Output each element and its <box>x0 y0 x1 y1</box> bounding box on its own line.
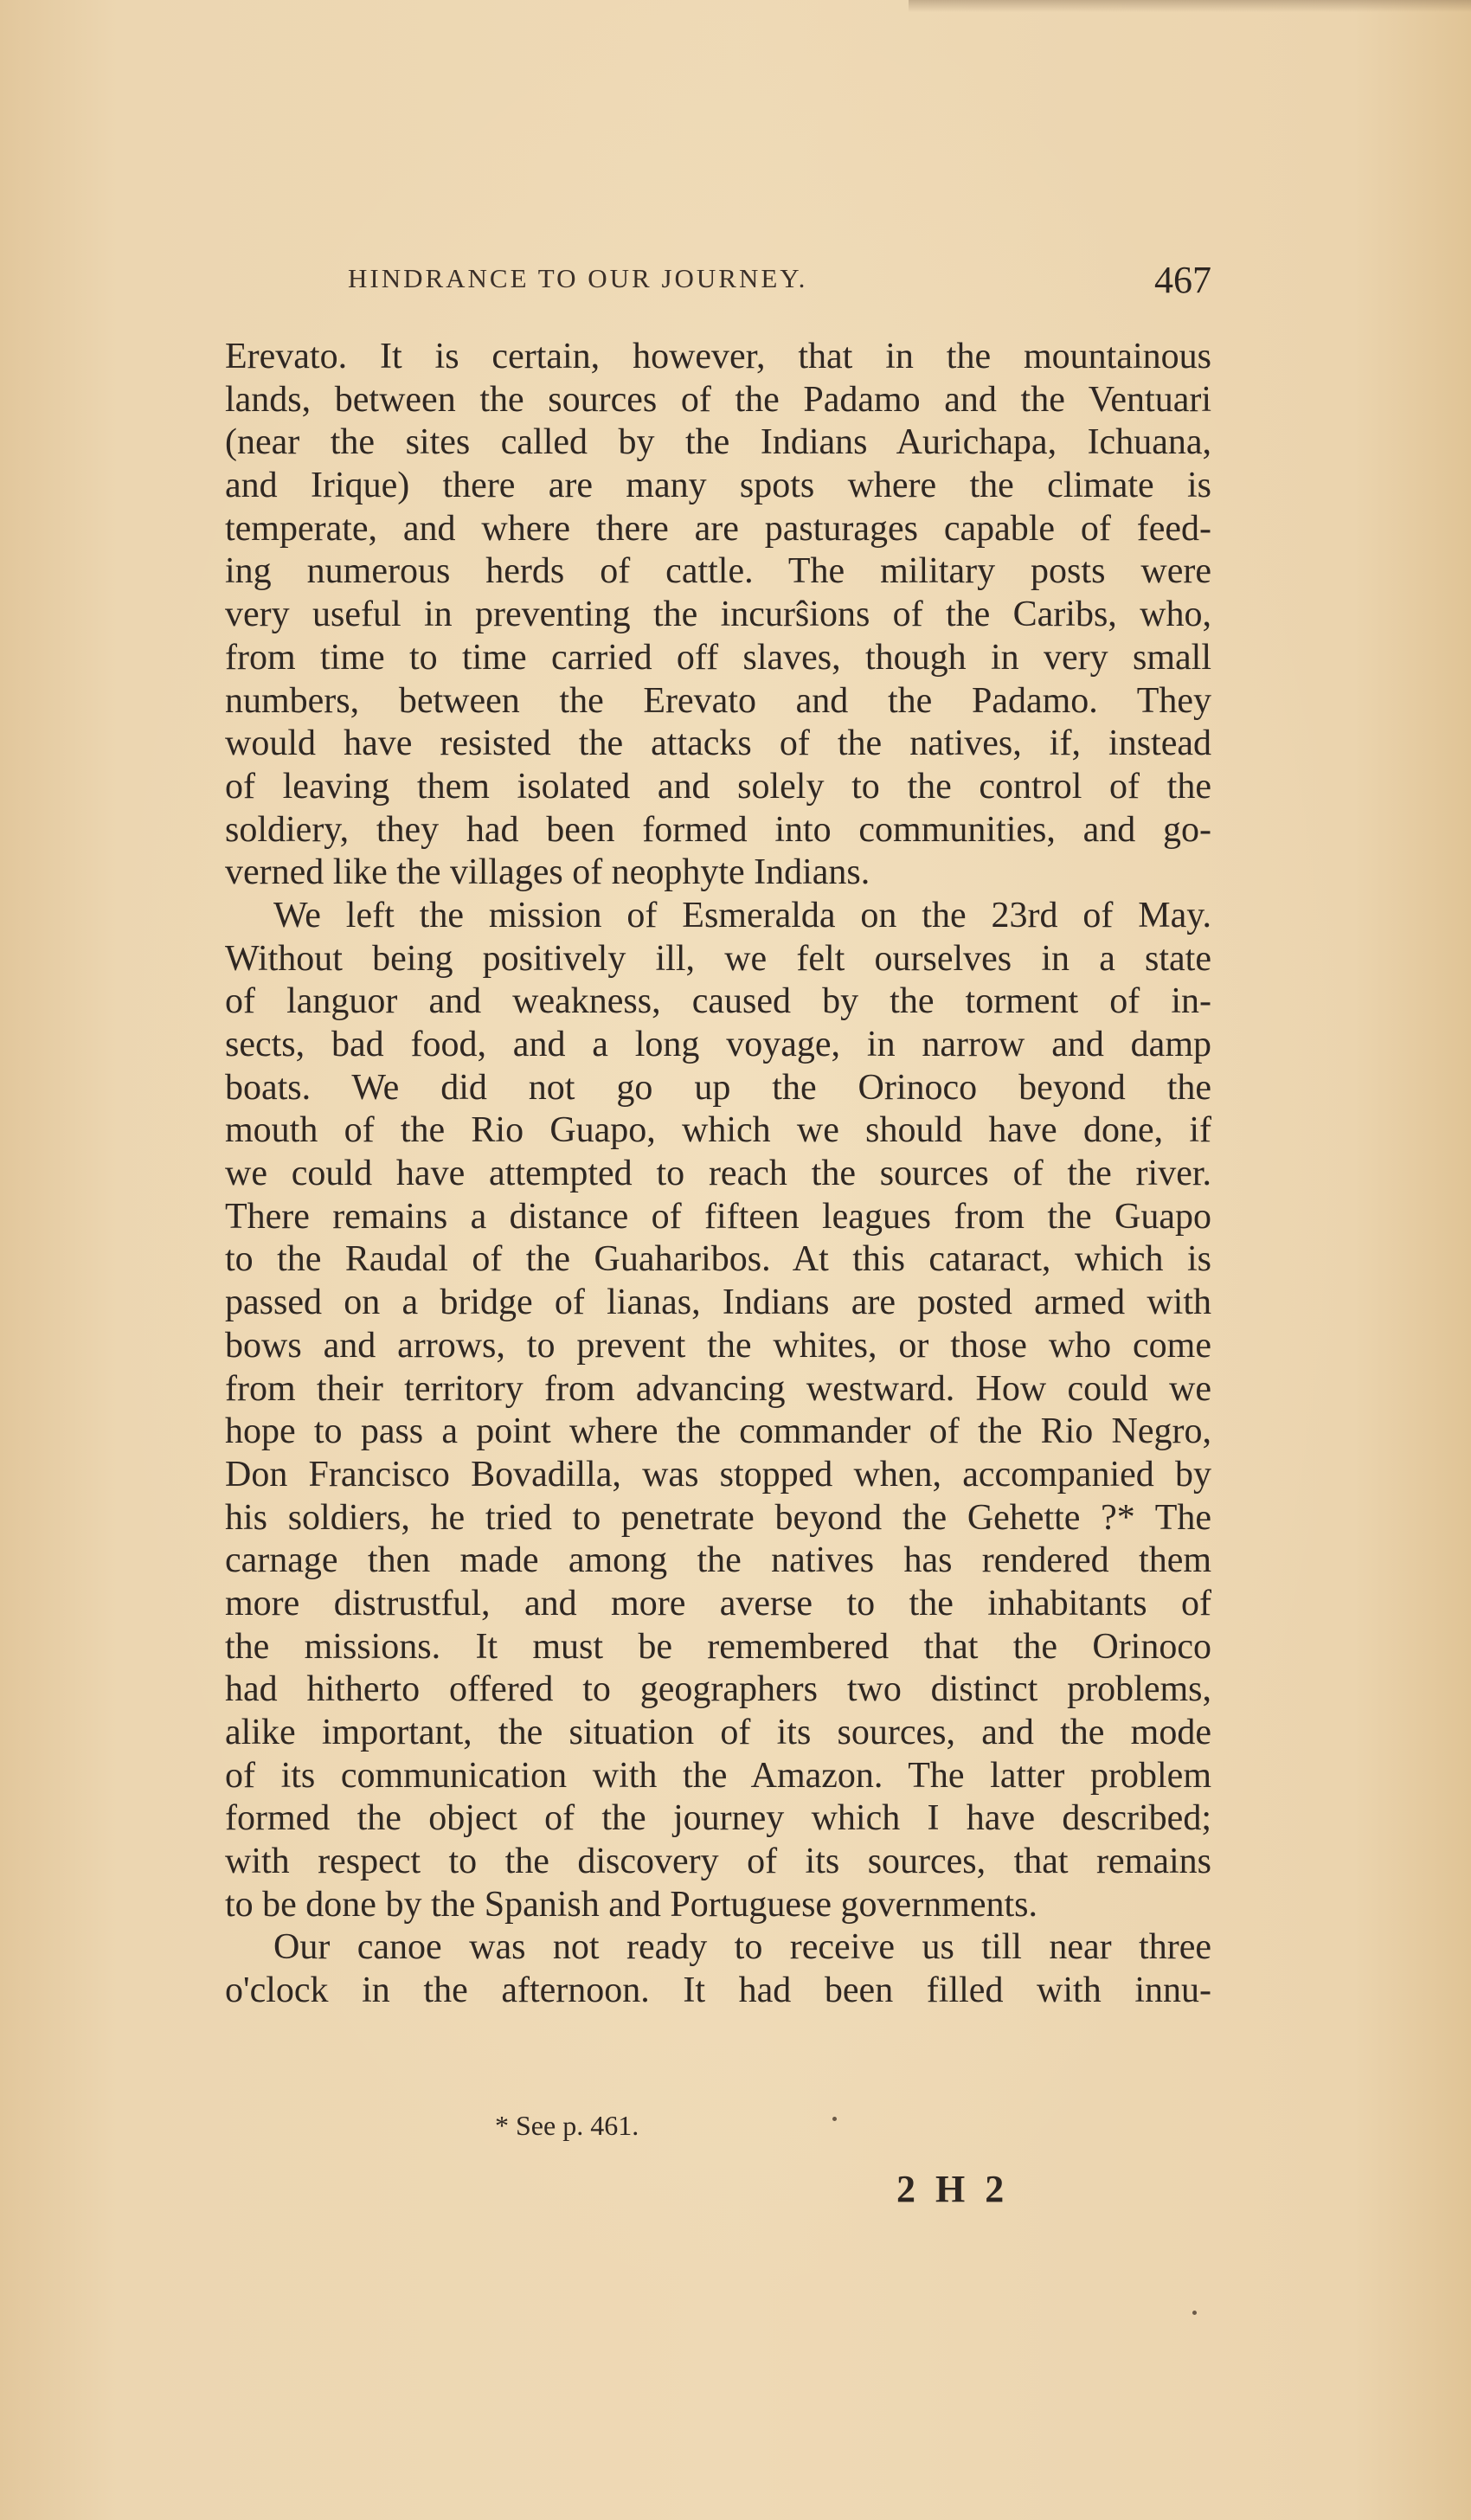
text-line: very useful in preventing the incurŝions of the Caribs, who, <box>225 595 1211 635</box>
text-line: we could have attempted to reach the sources of the river. <box>225 1154 1211 1194</box>
text-line: to be done by the Spanish and Portuguese governments. <box>225 1884 1038 1925</box>
text-line: Our canoe was not ready to receive us till near three <box>273 1927 1211 1968</box>
text-line: mouth of the Rio Guapo, which we should have done, if <box>225 1110 1211 1151</box>
ink-speck <box>832 2117 837 2121</box>
text-line: and Irique) there are many spots where the climate is <box>225 466 1211 506</box>
text-line: boats. We did not go up the Orinoco beyond the <box>225 1067 1211 1108</box>
text-line: numbers, between the Erevato and the Padamo. They <box>225 680 1211 721</box>
text-line: We left the mission of Esmeralda on the 23rd of May. <box>273 895 1211 935</box>
text-line: o'clock in the afternoon. It had been filled with innu- <box>225 1970 1211 2011</box>
body-text <box>225 336 1211 2013</box>
text-line: bows and arrows, to prevent the whites, or those who come <box>225 1325 1211 1366</box>
running-head <box>0 259 1471 315</box>
text-line: Don Francisco Bovadilla, was stopped when, accompanied by <box>225 1454 1211 1495</box>
running-title: HINDRANCE TO OUR JOURNEY. <box>348 263 808 293</box>
text-line: of languor and weakness, caused by the torment of in- <box>225 981 1211 1022</box>
text-line: sects, bad food, and a long voyage, in narrow and damp <box>225 1025 1211 1064</box>
text-line: carnage then made among the natives has rendered them <box>225 1540 1211 1581</box>
text-line: his soldiers, he tried to penetrate beyond the Gehette ?* The <box>225 1497 1211 1538</box>
text-line: hope to pass a point where the commander of the Rio Negro, <box>225 1411 1211 1452</box>
text-line: from their territory from advancing westward. How could we <box>225 1368 1211 1409</box>
page-number: 467 <box>1154 259 1211 301</box>
text-line: passed on a bridge of lianas, Indians are posted armed with <box>225 1282 1211 1323</box>
text-line: lands, between the sources of the Padamo and the Ventuari <box>225 379 1211 420</box>
text-line: There remains a distance of fifteen leagues from the Guapo <box>225 1196 1211 1237</box>
text-line: Erevato. It is certain, however, that in the mountainous <box>225 337 1211 376</box>
text-line: alike important, the situation of its sources, and the mode <box>225 1713 1211 1752</box>
footnote: * See p. 461. <box>495 2110 639 2141</box>
signature-mark: 2 H 2 <box>896 2168 1010 2210</box>
text-line: soldiery, they had been formed into communities, and go- <box>225 809 1211 850</box>
text-line: formed the object of the journey which I have described; <box>225 1798 1211 1839</box>
text-line: would have resisted the attacks of the natives, if, instead <box>225 723 1211 764</box>
text-line: temperate, and where there are pasturages capable of feed- <box>225 508 1211 549</box>
text-line: (near the sites called by the Indians Aurichapa, Ichuana, <box>225 422 1211 463</box>
text-line: of leaving them isolated and solely to the control of the <box>225 766 1211 807</box>
page-edge-shadow <box>909 0 1471 12</box>
text-line: more distrustful, and more averse to the inhabitants of <box>225 1583 1211 1623</box>
text-line: had hitherto offered to geographers two distinct problems, <box>225 1669 1211 1710</box>
text-line: to the Raudal of the Guaharibos. At this cataract, which is <box>225 1239 1211 1280</box>
text-line: Without being positively ill, we felt ourselves in a state <box>225 938 1211 979</box>
text-line: from time to time carried off slaves, though in very small <box>225 637 1211 678</box>
text-line: of its communication with the Amazon. The latter problem <box>225 1755 1211 1796</box>
text-line: verned like the villages of neophyte Indians. <box>225 852 870 893</box>
text-line: ing numerous herds of cattle. The military posts were <box>225 551 1211 592</box>
text-line: with respect to the discovery of its sources, that remains <box>225 1842 1211 1882</box>
text-line: the missions. It must be remembered that the Orinoco <box>225 1626 1211 1667</box>
ink-speck <box>1192 2311 1197 2315</box>
